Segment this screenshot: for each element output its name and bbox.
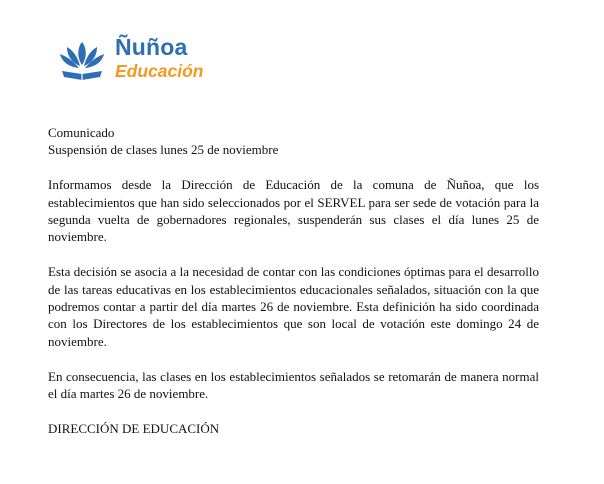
paragraph-reason: Esta decisión se asocia a la necesidad de contar con las condiciones óptimas para el desarrollo de las tareas educativas en los establecimientos educacionales señalados, situación con la que podremos contar a partir del día martes 26 de noviembre. Esta definición ha sido coordinada con los Directores de los establecimientos que son local de votación este domingo 24 de noviembre. (48, 264, 539, 349)
paragraph-consequence: En consecuencia, las clases en los establecimientos señalados se retomarán de manera normal el día martes 26 de noviembre. (48, 368, 539, 402)
nunoa-educacion-logo (58, 34, 206, 88)
logo-name: Ñuñoa (115, 34, 188, 60)
letter-header (48, 124, 539, 159)
letter-heading: Comunicado (48, 125, 115, 140)
paragraph-announcement: Informamos desde la Dirección de Educación de la comuna de Ñuñoa, que los establecimientos que han sido seleccionados por el SERVEL para ser sede de votación para la segunda vuelta de gobernadores regionales, suspenderán sus clases el día lunes 25 de noviembre. (48, 177, 539, 245)
letter-signature: DIRECCIÓN DE EDUCACIÓN (48, 420, 220, 436)
logo-subtitle: Educación (115, 61, 204, 81)
letter-body (48, 124, 539, 437)
open-book-flower-icon (58, 38, 106, 82)
letter-subject: Suspensión de clases lunes 25 de noviembre (48, 142, 279, 158)
